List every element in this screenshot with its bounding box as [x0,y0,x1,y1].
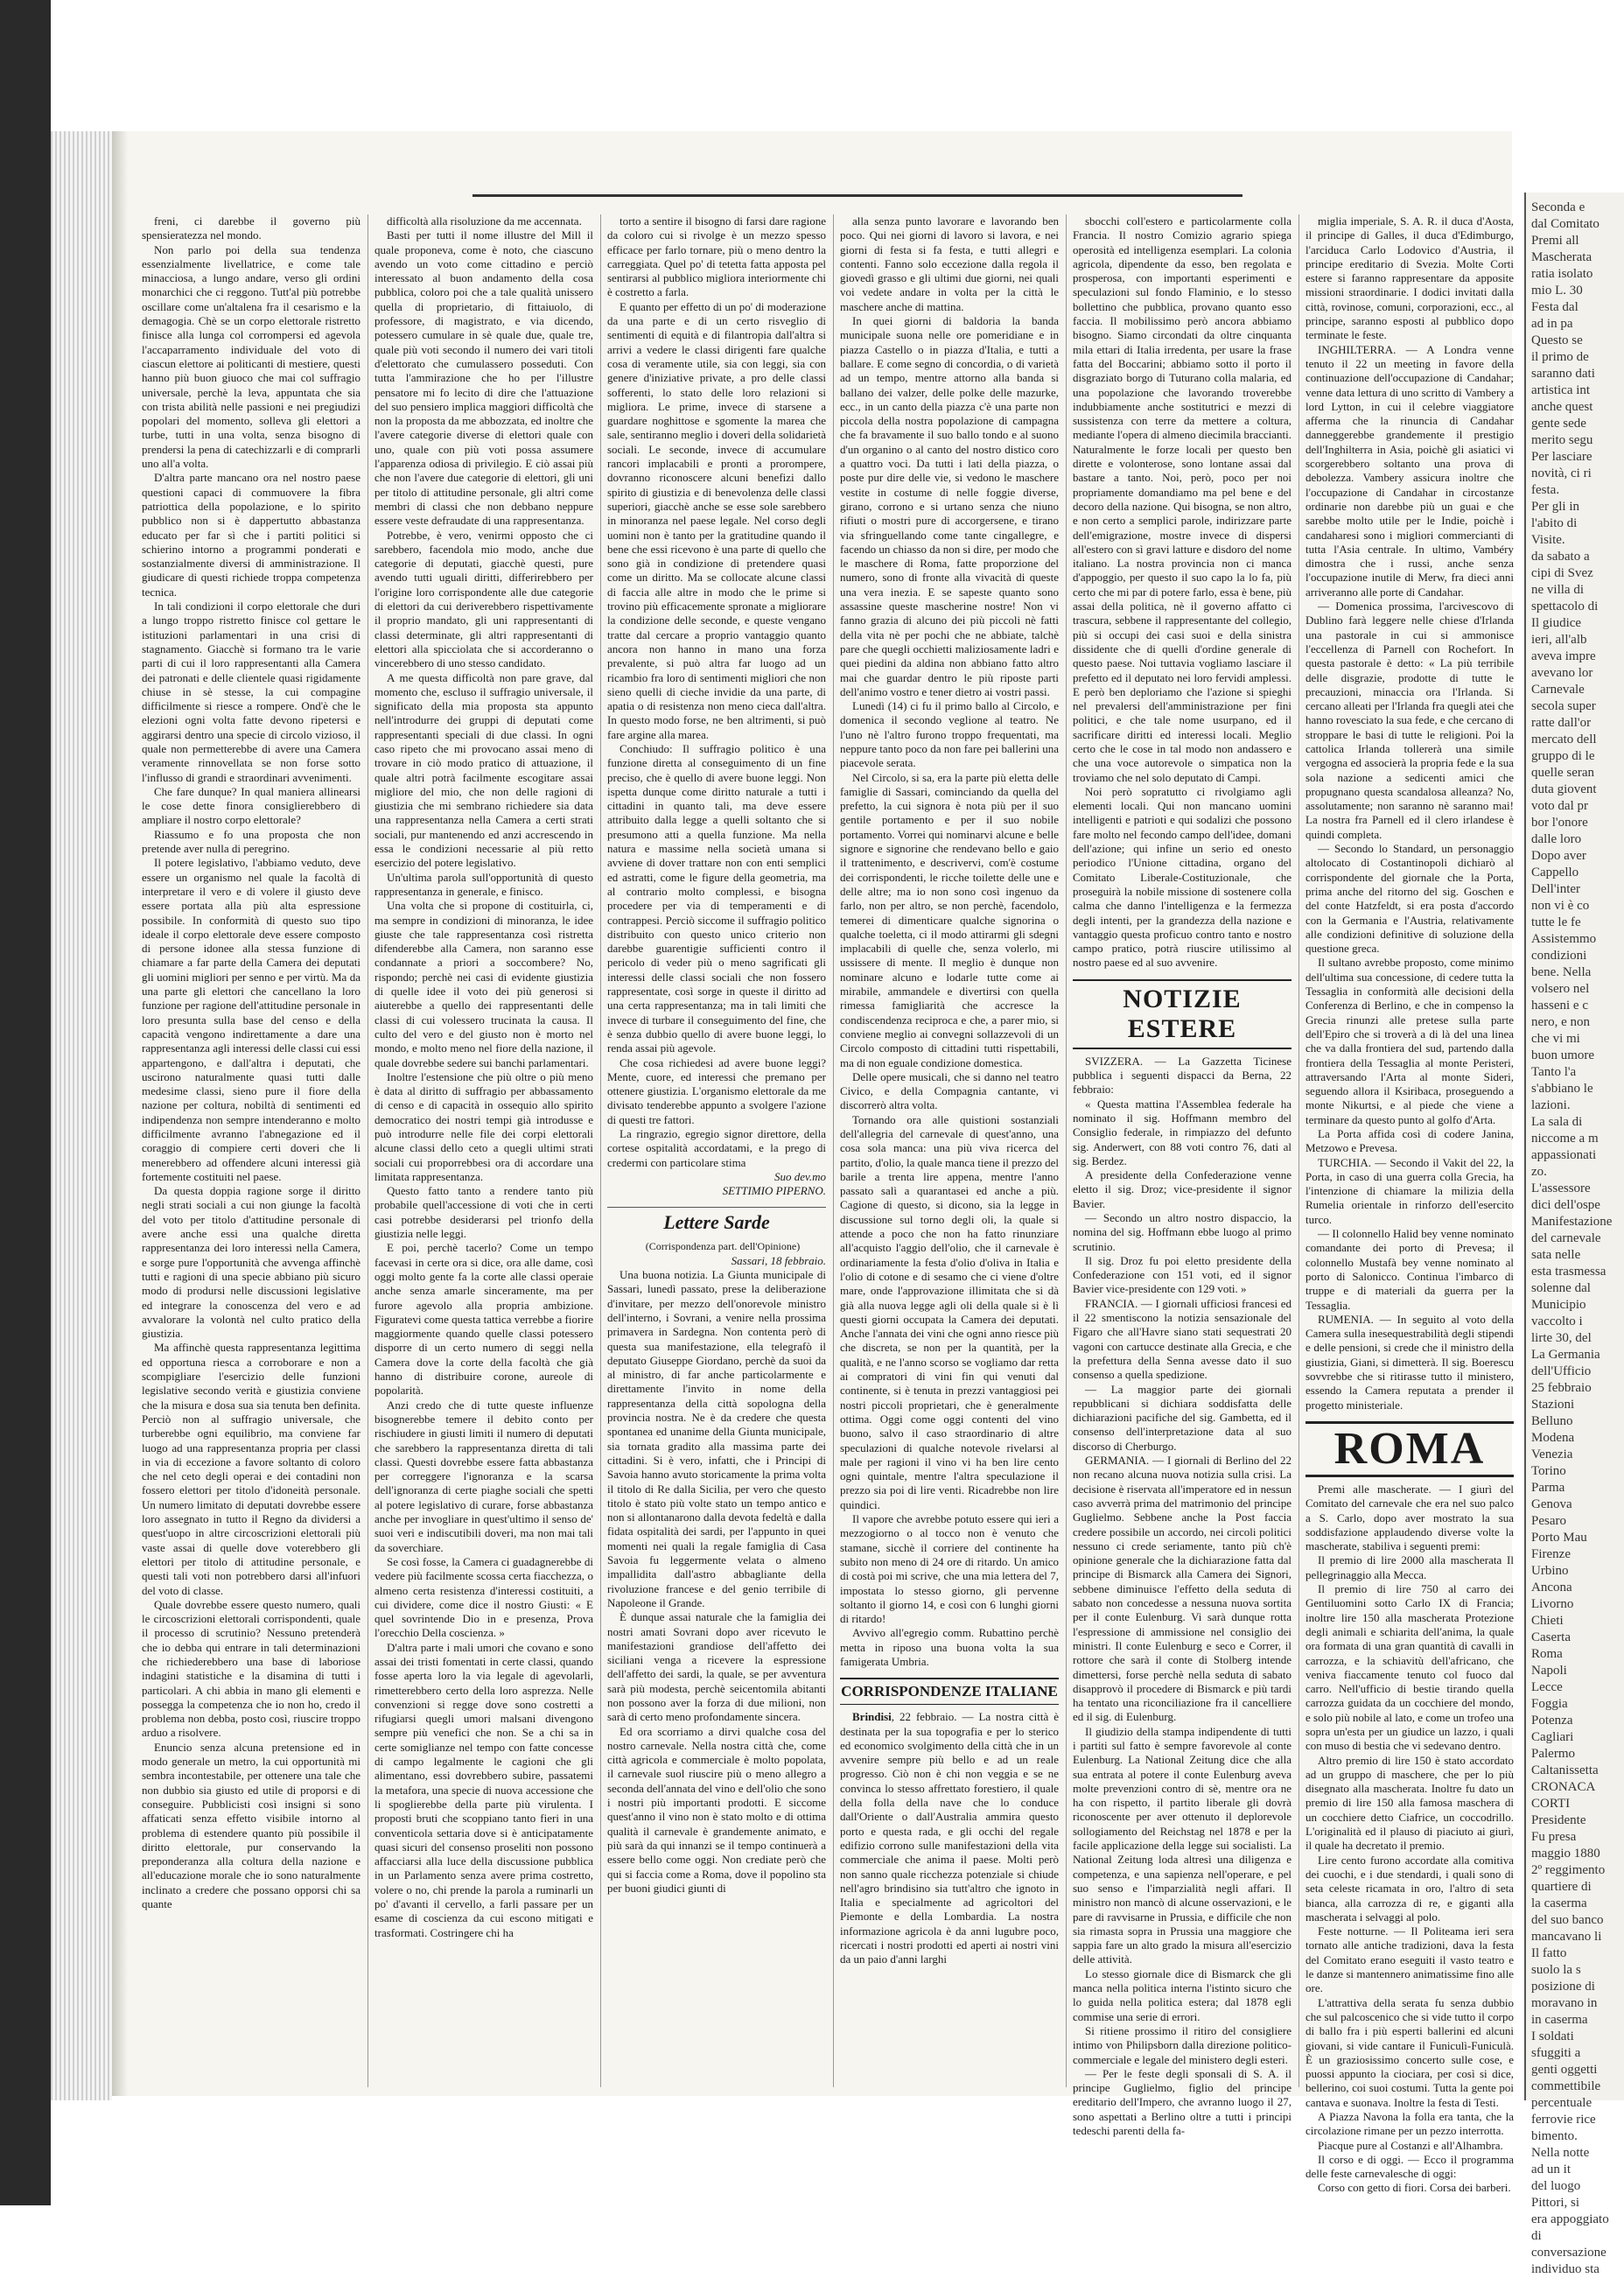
column-rule [833,214,834,2087]
text-line: moravano in [1531,1996,1598,2010]
book-spine [0,0,51,2205]
text-line: sata nelle [1531,1248,1581,1262]
text-line: Napoli [1531,1664,1567,1678]
paragraph: — Il colonnello Halid bey venne nominato comandante dei porto di Prevesa; il colonnello Mustafà bey venne nominato al porto di Salonicco. Continua l'imbarco di truppe e di materiali da guerra per la Tessaglia. [1306,1227,1514,1312]
paragraph: — Secondo un altro nostro dispaccio, la nomina del sig. Hoffmann ebbe luogo al primo scrutinio. [1073,1211,1292,1253]
paragraph: Che fare dunque? In qual maniera allinearsi le cose dette finora consiglierebbero di ampliare il nostro corpo elettorale? [142,784,360,827]
paragraph: sbocchi coll'estero e particolarmente colla Francia. Il nostro Comizio agrario spiega operosità ed intelligenza esemplari. La colonia agricola, dipendente da esso, ben regolata e prosperosa, con importanti esperimenti e speculazioni sul fondo Flaminio, e lo stesso bollettino che pubblica, provano quanto esso faccia. Il mobilissimo però ancora abbiamo bisogno. Siamo circondati da oltre cinquanta mila ettari di Italia irredenta, per usare la frase fatta del Boccarini; abbiamo sotto il porto il disgraziato borgo di Tuturano colla malaria, ed una popolazione che lavorando troverebbe indubbiamente anche sostitutrici e mezzi di sussistenza con terre da mettere a coltura, mediante l'opera di almeno diecimila braccianti. Naturalmente le forze locali per questo ben dirette e volonterose, sono lontane assai dal bastare a tanto. Noi, però, poco per noi propriamente domandiamo ma pel bene e del decoro della nazione. Qui bisogna, se non altro, e non certo a semplici parole, indirizzare parte dell'emigrazione, mostre invece di dispersi all'estero con sì gravi latture e disdoro del nome italiano. La nostra provincia non ci manca d'appoggio, per questo il suo capo la lo fa, più certo che mi par di potere farlo, essa è bene, più assai della politica, nè il governo affatto ci trascura, sebbene il rappresentante del collegio, più si occupi dei casi suoi e della sinistra dissidente che di quelli d'ordine generale di questo paese. Noi tuttavia vogliamo lasciare il prefetto ed il deputato nei loro fervidi amplessi. E però ben deploriamo che l'azione si spieghi nel prevalersi dell'amministrazione per fini politici, e che tale nome usurpano, ed il sacrificare diritti ed interessi locali. Meglio certo che le cose in tal modo non andassero e che una voce autorevole o simpatica non la troviamo che nel solo deputato di Campi. [1073,214,1292,784]
text-line: volsero nel [1531,982,1590,996]
paragraph: Piacque pure al Costanzi e all'Alhambra. [1318,2138,1503,2152]
text-line: mercato dell [1531,732,1597,746]
text-line: dici dell'ospe [1531,1198,1600,1212]
lettere-sarde-continuation-b [840,1512,1059,1669]
text-line: percentuale [1531,2096,1592,2110]
text-line: dell'Ufficio [1531,1364,1592,1378]
paragraph: Noi però sopratutto ci rivolgiamo agli elementi locali. Qui non mancano uomini intelligenti e patrioti e qui sodalizi che possono fare molto nel fecondo campo dell'idee, domani dell'azione; qui infine un serio ed onesto periodico l'Unione cittadina, organo del Comitato Liberale-Costituzionale, che proseguirà la nobile missione di sostenere colla calma che danno l'intelligenza e la fermezza degli intenti, per la grandezza della nazione e vantaggio questa proficuo contro tanto e nostro campo pratico, potrà riuscire utilissimo al nostro paese ed al suo avvenire. [1073,784,1292,970]
paragraph: Lunedì (14) ci fu il primo ballo al Circolo, e domenica il secondo veglione al teatro. Ne l'uno nè l'altro furono troppo frequentati, ma neppure tanto poco da non fare pei ballerini una piacevole serata. [840,699,1059,770]
text-line: ratia isolato [1531,267,1593,281]
paragraph: Lire cento furono accordate alla comitiva dei cuochi, e i due stendardi, i quali sono di seta celeste ricamata in oro, l'altro di seta bianca, alla carrozza di re, e giganti alla mascherata i selvaggi al polo. [1306,1853,1514,1924]
text-line: Per lasciare [1531,450,1592,464]
text-line: La sala di [1531,1115,1583,1129]
text-line: Festa dal [1531,300,1578,314]
text-line: dalle loro [1531,832,1582,846]
paragraph: Se così fosse, la Camera ci guadagnerebbe di vedere più facilmente scossa certa fiacchezza, o almeno certa resistenza d'interessi costituiti, a cui dividere, come dice il nostro Giusti: « E quel sovrintende Dio in e presenza, Prova l'orecchio Della coscienza. » [374,1554,593,1640]
text-line: Assistemmo [1531,932,1597,946]
text-line: s'abbiano le [1531,1082,1593,1096]
text-line: genti oggetti [1531,2063,1598,2077]
column-6 [1306,214,1515,2195]
text-line: avevano lor [1531,666,1593,680]
text-line: Palermo [1531,1747,1575,1761]
text-line: Pesaro [1531,1514,1566,1528]
paragraph: Altro premio di lire 150 è stato accordato ad un gruppo di maschere, che per lo più disegnato alla mascherata. Inoltre fu dato un premio di lire 150 alla famosa maschera di un cocchiere detto Ciafrice, un coccodrillo. L'originalità ed il plauso di piaciuto ai giurì, il quale ha decretato il premio. [1306,1753,1514,1853]
text-line: suolo la s [1531,1963,1581,1977]
text-line: mio L. 30 [1531,284,1583,298]
paragraph: Una buona notizia. La Giunta municipale di Sassari, lunedì passato, prese la deliberazione d'invitare, per mezzo dell'onorevole ministro dell'interno, i Sovrani, a venire nella prossima primavera in Sardegna. Non contenta però di questa sua manifestazione, ella telegrafò il deputato Giuseppe Giordano, perchè da suoi da al ministro, di far anche particolarmente e direttamente l'invito in nome della rappresentanza della città sopologna della provincia nostra. Ne è da credere che questa spontanea ed unanime della Giunta municipale, sia tornata gradito alla massima parte dei cittadini. Si è vero, infatti, che i Principi di Savoia hanno avuto storicamente la prima volta il titolo di Re dalla Sicilia, per vero che questo titolo è stato più volte stato un tempo antico e non si allontanarono dalla devota fedeltà e dalla fidata ospitalità dei sardi, per l'appunto in quei momenti nei quali la regale famiglia di Casa Savoia fu leggermente velata o almeno impallidita dall'astro abbagliante della rivoluzione francese e del genio terribile di Napoleone il Grande. [607,1268,826,1609]
text-line: Livorno [1531,1597,1574,1611]
paragraph: Conchiudo: Il suffragio politico è una funzione diretta al conseguimento di un fine preciso, che è quello di avere buone leggi. Non ispetta dunque come diritto naturale a tutti i cittadini in quanto tali, ma deve essere attribuito dalla legge a quelli soltanto che si presumono atti a quella funzione. Ma nella natura e massime nella società umana si avviene di dover trattare non con enti semplici ed astratti, come le figure della geometria, ma al contrario molto complessi, e bisogna procedere per via di temperamenti e di contrappesi. Perciò siccome il suffragio politico distribuito con questo unico criterio non darebbe guarentigie sufficienti contro il pericolo di veder più o meno sagrificati gli interessi delle classi sociali che non fossero rappresentate, così sorge in queste il diritto ad una certa rappresentanza; ma in tali limiti che invece di turbare il conseguimento del fine, che è senza dubbio quello di avere buone leggi, lo renda assai più agevole. [607,741,826,1055]
text-line: ad in pa [1531,317,1573,331]
paragraph: Un'ultima parola sull'opportunità di questo rappresentanza in generale, e finisco. [374,870,593,898]
text-line: bor l'onore [1531,816,1588,830]
paragraph: Si ritiene prossimo il ritiro del consigliere intimo von Philipsborn dalla direzione politico-commerciale e legale del ministero degli esteri. [1073,2023,1292,2066]
lettere-sarde-body [607,1268,826,1896]
roma-body [1306,1482,1514,2196]
text-line: mancavano li [1531,1930,1602,1944]
text-line: commettibile [1531,2079,1601,2093]
paragraph: In quei giorni di baldoria la banda municipale suona nelle ore pomeridiane e in piazza Castello o in piazza d'Italia, e tutti a ballare. E come segno di concordia, o di varietà ad un tempo, mentre attorno alla banda si ballano dei valzer, delle polke delle mazurke, ecc., in un canto della piazza c'è una parte non piccola della nostra popolazione di campagna che fa bravamente il suo ballo tondo e al suono d'un organino o al canto del nostro distico coro a quattro voci. Da tutti i lati della piazza, o poste pur dire delle vie, si vedono le maschere vestite in costume di nelle foggie diverse, girano, corrono e si urtano senza che niuno rifiuti o mostri pure di accorgersene, e tirano via sfringuellando come tante cingallegre, e facendo un chiasso da non si dire, per modo che le maschere di Roma, fatte proporzione del numero, sono di fronte alla vivacità di queste una vera inezia. E se sapeste quanto sono assassine queste mascherine nostre! Non vi fanno grazia di alcuno dei più piccoli nè fatti della vita nè per pochi che ne abbiate, talchè pare che quegli occhietti maliziosamente ladri e quei piedini da aldina non abbiano fatto altro mai che guardar dentro le più riposte parti dell'animo vostro e tener dietro ai vostri passi. [840,314,1059,698]
text-line: Foggia [1531,1697,1568,1711]
text-line: individuo sta [1531,2262,1600,2276]
paragraph: Il vapore che avrebbe potuto essere qui ieri a mezzogiorno o al tocco non è venuto che stamane, sicchè il corriere del continente ha subito non meno di 24 ore di ritardo. Un amico di costà poi mi scrive, che una mia lettera del 7, impostata lo stesso giorno, gli pervenne soltanto il giorno 14, e così con 6 lunghi giorni di ritardo! [840,1512,1059,1626]
text-line: CRONACA [1531,1780,1596,1794]
column-rule [600,214,601,2087]
column-1 [142,214,360,2087]
text-line: duta giovent [1531,782,1597,796]
text-line: Dopo aver [1531,849,1586,863]
section-subheader: (Corrispondenza part. dell'Opinione) [645,1240,801,1253]
paragraph: La ringrazio, egregio signor direttore, della cortese ospitalità accordatami, e la prego di credermi con particolare stima [607,1127,826,1169]
text-line: Stazioni [1531,1398,1575,1412]
column-rule [1298,214,1299,2087]
text-line: lazioni. [1531,1098,1571,1112]
text-line: ratte dall'or [1531,716,1592,730]
notizie-estere-continuation [1306,214,1514,1412]
text-line: esta trasmessa [1531,1265,1606,1279]
text-line: Carnevale [1531,683,1585,697]
text-line: 2º reggimento [1531,1863,1606,1877]
text-line: festa. [1531,483,1560,497]
paragraph: Avvivo all'egregio comm. Rubattino perchè metta in riposo una buona volta la sua famigerata Umbria. [840,1626,1059,1668]
dateline: Sassari, 18 febbraio. [731,1253,826,1267]
paragraph: Enuncio senza alcuna pretensione ed in modo generale un metro, la cui opportunità mi sembra incontestabile, per ottenere una tale che non dubbio sia giusto ed utile di proporsi e di conseguire. Pubblicisti così insigni si sono affaticati senza effetto visibile intorno al problema di estendere quanto più possibile il diritto elettorale, pur conservando la preponderanza alla coltura della nazione e all'educazione morale che io sono naturalmente inclinato a credere che possano opporsi chi sa quante [142,1740,360,1911]
paragraph: — Per le feste degli sponsali di S. A. il principe Guglielmo, figlio del principe ereditario dell'Impero, che avranno luogo il 27, sono aspettati a Berlino oltre a tutti i principi tedeschi parenti della fa- [1073,2066,1292,2137]
text-line: Municipio [1531,1298,1586,1312]
text-line: CORTI [1531,1797,1571,1811]
text-line: voto dal pr [1531,799,1588,813]
paragraph: Il premio di lire 750 al carro dei Gentiluomini sotto Carlo IX di Francia; inoltre lire 150 alla mascherata Protezione degli animali e schiarita dell'anima, la quale ora formata di una gran quantità di cavalli in carrozza, e la schiavitù dell'africano, che veniva fiaccamente tenuto col fuoco dal carro. Nell'ufficio di bestie tirando quella carrozza guidata da un cocchiere del mondo, e solo più nobile al lato, e come un trofeo una sopra un'esta per un giudice un lazzo, i quali con muso di bestia che vi sedevano dentro. [1306,1582,1514,1753]
text-line: artistica int [1531,383,1591,397]
text-line: di conversazione [1531,2229,1606,2260]
text-line: Venezia [1531,1447,1573,1461]
paragraph: D'altra parte mancano ora nel nostro paese questioni capaci di commuovere la fibra patriottica della popolazione, e lo spirito pubblico non si è dappertutto abbastanza educato per far sì che i partiti politici si schierino intorno a programmi ponderati e sostanzialmente diversi di amministrazione. Il giudicare di questi richiede troppa competenza tecnica. [142,471,360,599]
text-line: 25 febbraio [1531,1381,1592,1395]
paragraph: — La maggior parte dei giornali repubblicani si dichiara soddisfatta delle dichiarazioni pacifiche del sig. Gambetta, ed il consenso dell'interpretazione data al suo discorso di Cherburgo. [1073,1382,1292,1453]
paragraph: La Porta affida così di codere Janina, Metzowo e Prevesa. [1306,1127,1514,1155]
text-line: cipi di Svez [1531,566,1593,580]
text-line: Potenza [1531,1714,1573,1728]
text-line: che vi mi [1531,1032,1580,1046]
text-line: Seconda e [1531,200,1586,214]
paragraph: A Piazza Navona la folla era tanta, che la circolazione rimane per un pezzo interrotta. [1306,2110,1514,2138]
text-line: nero, e non [1531,1015,1591,1029]
text-line: Tanto l'a [1531,1065,1577,1079]
section-header-notizie-estere: NOTIZIE ESTERE [1073,979,1292,1049]
section-header-corrispondenze-italiane: CORRISPONDENZE ITALIANE [840,1678,1059,1705]
text-line: L'assessore [1531,1181,1591,1195]
text-line: merito segu [1531,433,1593,447]
text-line: Il fatto [1531,1946,1567,1960]
facing-page-fragment [1524,193,1624,2276]
text-line: vaccolto i [1531,1314,1583,1328]
text-line: in caserma [1531,2013,1588,2027]
paragraph: Una volta che si propone di costituirla, ci, ma sempre in condizioni di minoranza, le idee giuste che tale rappresentanza così ristretta difenderebbe alla Camera, non saranno esse condannate a priori a soccombere? No, rispondo; perchè nei casi di evidente giustizia di quelle idee il voto dei più generosi si aiuterebbe a quello dei rappresentanti delle classi di cui volessero trucinata la causa. Il culto del vero e del giusto non è morto nel mondo, e molto meno nel fiore della nazione, il quale dovrebbe sedere sui banchi parlamentari. [374,899,593,1069]
section-header-roma: ROMA [1306,1421,1514,1477]
header-rule [472,194,1242,197]
paragraph: Che cosa richiedesi ad avere buone leggi? Mente, cuore, ed interessi che premano per ottenere giustizia. L'organismo elettorale da me divisato tenderebbe appunto a svolgere l'azione di questi tre fattori. [607,1055,826,1126]
paragraph: alla senza punto lavorare e lavorando ben poco. Qui nei giorni di lavoro si lavora, e nei giorni di festa si fa festa, e tutti allegri e contenti. Fanno solo eccezione dalla regola il giovedì grasso e gli ultimi due giorni, nei quali voi vedete andare in volta per la città le maschere anche di mattina. [840,214,1059,313]
paragraph: Questo fatto tanto a rendere tanto più probabile quell'accessione di voti che in certi casi potrebbe desiderarsi pel trionfo della giustizia nelle leggi. [374,1184,593,1241]
text-line: Pittori, si [1531,2196,1580,2210]
paragraph: Basti per tutti il nome illustre del Mill il quale proponeva, come è noto, che ciascuno avendo un voto come cittadino e perciò interessato al buon andamento della cosa pubblica, coloro poi che a tale qualità unissero quella di proprietario, di fittaiuolo, di professore, di magistrato, e via dicendo, potessero cumulare in sè quale due, quale tre, quale più voti secondo il numero dei vari titoli d'elettorato che cumulassero posseduti. Con tutta l'ammirazione che ho per l'illustre pensatore mi fo lecito di dire che l'attuazione del suo pensiero implica maggiori difficoltà che non la proposta da me abbozzata, ed inoltre che l'avere categorie diverse di elettori quale con uno, quale con più voti possa assumere l'apparenza odiosa di privilegio. E ciò assai più che non l'avere due categorie di elettori, gli uni per titolo di attitudine personale, gli altri come membri di classi che non debbano neppure essere veste defraudate di una rappresentanza. [374,228,593,528]
text-line: maggio 1880 [1531,1847,1600,1861]
text-line: Premi all [1531,234,1579,248]
paragraph: miglia imperiale, S. A. R. il duca d'Aosta, il principe di Galles, il duca d'Edimburgo, l'arciduca Carlo Lodovico d'Austria, il principe ereditario di Svezia. Molte Corti estere si faranno rappresentare da apposite missioni straordinarie. I dodici invitati dalla città, rovinose, comuni, corporazioni, ecc., al principe, saranno esposti al pubblico dopo terminate le feste. [1306,214,1514,342]
paragraph: INGHILTERRA. — A Londra venne tenuto il 22 un meeting in favore della continuazione dell'occupazione di Candahar; venne data lettura di uno scritto di Vambery a lord Lytton, in cui il celebre viaggiatore afferma che la rinuncia di Candahar danneggerebbe grandemente il prestigio dell'Inghilterra in Asia, poichè gli asiatici vi scorgerebbero soltanto una prova di debolezza. Vambery assicura inoltre che l'occupazione di Candahar in circostanze ordinarie non darebbe più un guai e che sarebbe molto utile per le Indie, poichè i candaharesi sono i migliori commercianti di tutta l'Asia centrale. In ultimo, Vambéry dimostra che i russi, anche senza l'occupazione inutile di Merw, fra dieci anni arriveranno alle porte di Candahar. [1306,342,1514,599]
paragraph: difficoltà alla risoluzione da me accennata. [387,214,582,228]
text-line: spettacolo di [1531,599,1599,613]
section-header-lettere-sarde: Lettere Sarde [607,1207,826,1234]
text-line: niccome a m [1531,1132,1599,1146]
paragraph: FRANCIA. — I giornali ufficiosi francesi ed il 22 smentiscono la notizia sensazionale del Figaro che all'Havre siano stati sequestrati 20 vagoni con cartucce destinate alla Grecia, e che la prefettura della Senna avesse dato il suo consenso a quella spedizione. [1073,1296,1292,1382]
paragraph: Inoltre l'estensione che più oltre o più meno è data al diritto di suffragio per abbassamento di censo e di capacità in ossequio allo spirito democratico dei nostri tempi già introdusse e può introdurre nelle file dei corpi elettorali alcune classi dello ceto a quegli ultimi strati sociali cui proporrebbesi ora di accordare una limitata rappresentanza. [374,1069,593,1183]
paragraph: Corso con getto di fiori. Corsa dei barberi. [1318,2181,1511,2195]
signature-salutation: Suo dev.mo [774,1169,826,1183]
paragraph: Tornando ora alle quistioni sostanziali dell'allegria del carnevale di quest'anno, una cosa sola manca: una più viva ricerca del partito, d'olio, la quale manca tiene il prezzo del barile a trenta lire appena, mentre l'anno passato salì a quarantasei ed anche a più. Cagione di questo, si dicono, sia la legge in discussione sul torno degli oli, la quale si attende a poco che non ha fatto rinunziare all'acquisto l'aggio dell'olio, che il carnevale è ordinariamente la festa d'olio d'oliva in Italia e l'olio di cotone e di sesamo che ci viene d'oltre mare, onde l'approvazione illimitata che si dà già alla nuova legge agli oli della quale si è lì questi giorni occupata la Camera dei deputati. Anche l'annata dei vini che ogni anno riesce più che discreta, se non per la quantità, per la qualità, e ne l'anno scorso se vogliamo dar retta ai compratori di vini fin qui venuti dal continente, si è tenuta in prezzi vantaggiosi pei nostri piccoli proprietari, che è generalmente ottima. Oggi come oggi contenti del vino buono, salvo il caso straordinario di altre speculazioni di qualche notevole rivelarsi al male per ragioni il vino vi ha ben lire cento ogni quintale, mentre l'altra speculazione il prezzo sia poi di lire venti. Ricadrebbe non lire quindici. [840,1112,1059,1511]
paragraph: E quanto per effetto di un po' di moderazione da una parte e di un certo risveglio di sentimenti di equità e di filantropia dall'altra si arrivi a vedere le classi dirigenti fare qualche cosa di veramente utile, sia con leggi, sia con genere d'iniziative private, a pro delle classi sofferenti, lo stato delle loro relazioni si migliora. Le prime, invece di starsene a guardare noghittose e sgomente la marea che sale, sentiranno meglio i doveri della solidarietà sociali. Le seconde, invece di accumulare rancori implacabili e pronti a prorompere, dovranno riconoscere alcuni benefizi dallo spirito di giustizia e di benevolenza delle classi superiori, giacchè anche se esse sole sarebbero in minoranza nel paese legale. Nel corso degli uomini non è tanto per la gratitudine quando il bene che essi ricevono è una parte di quello che sono già in condizione di pretendere quasi come un diritto. Ma se collocate alcune classi di faccia alle altre in modo che le prime si trovino più efficacemente spronate a migliorare la condizione delle seconde, e queste vengano tratte dal cercare a proprio vantaggio quanto ancora non hanno in mano una forza prevalente, si può altra far luogo ad un ricambio fra loro di sentimenti migliori che non sieno quelli di cieche invidie da una parte, di apatia o di resistenza non meno cieca dall'altra. In questo modo forse, ne ben altrimenti, si può fare argine alla marea. [607,299,826,741]
text-line: non vi è co [1531,899,1590,913]
paragraph: Feste notturne. — Il Politeama ieri sera tornato alle antiche tradizioni, dava la festa del Comitato erano eseguiti il vasto teatro e le danze si mantennero animatissime fino alle ore. [1306,1924,1514,1995]
text-line: Per gli in [1531,500,1579,514]
text-line: da sabato a [1531,550,1590,564]
text-line: Genova [1531,1497,1572,1511]
text-line: tutte le fe [1531,915,1581,929]
text-line: Modena [1531,1431,1575,1445]
brindisi-body: — La nostra città è destinata per la sua topografia e per lo sterico ed economico svolgimento della città che in un avvenire sempre più bello e ad un reale progresso. Ciò non è chi non veggia e se ne convinca lo stesso affrettato forestiero, il quale della folla della nave che lo conduce dall'Oriente o dall'Australia ammira questo porto e questa rada, e gli occhi del regale edifizio corrono sulle manifestazioni della vita commerciale che anima il paese. Molti però non sanno quale ricchezza potenziale si chiude nell'agro brindisino sia tutt'altro che ignoto in Italia e specialmente ad agricoltori del Piemonte e della Lombardia. La nostra informazione agricola è da anni lugubre poco, ricercati i nostri prodotti ed aperti ai nostri vini da un paio d'anni larghi [840,1710,1059,1966]
text-line: Cagliari [1531,1730,1574,1744]
text-line: solenne dal [1531,1281,1591,1295]
text-line: bimento. [1531,2129,1578,2143]
text-line: Fu presa [1531,1830,1577,1844]
paragraph: Lo stesso giornale dice di Bismarck che gli manca nella politica interna l'istinto sicuro che lo guida nella politica estera; dal 1878 egli commise una serie di errori. [1073,1966,1292,2023]
article-continuation [607,214,826,1170]
paragraph: TURCHIA. — Secondo il Vakit del 22, la Porta, in caso di una guerra colla Grecia, ha l'intenzione di chiamare la milizia della Rumelia orientale in rinforzo dell'esercito turco. [1306,1155,1514,1226]
text-line: Ancona [1531,1581,1572,1595]
paragraph: L'attrattiva della serata fu senza dubbio che sul palcoscenico che si vide tutto il corpo di ballo fra i più esperti ballerini ed alcuni giovani, si vide cantare il Funiculì-Funiculà. È un graziosissimo concerto sulle cose, e puossi appunto la ciociara, per così si dice, bellerino, coi suoi costumi. Tutta la gente poi cantava e suonava. Inoltre la festa di Testi. [1306,1995,1514,2109]
text-line: del suo banco [1531,1913,1604,1927]
paragraph: Potrebbe, è vero, venirmi opposto che ci sarebbero, facendola mio modo, anche due categorie di deputati, giacchè questi, pure avendo tutti uguali diritti, differirebbero per l'origine loro corrispondente alle due categorie di elettori da cui deriverebbero rispettivamente il proprio mandato, gli uni rappresentanti di classi determinate, gli altri rappresentanti di elettori alla spicciolata che si accorderanno o vincerebbero di uno stesso candidato. [374,528,593,670]
text-line: Lecce [1531,1680,1563,1694]
text-line: Dell'inter [1531,882,1581,896]
paragraph: torto a sentire il bisogno di farsi dare ragione da coloro cui si rivolge è un mezzo spesso efficace per farlo tornare, più o meno dentro la carreggiata. Quel po' di tetetta fatta apposta pel sentirarsi al pubblico migliora interiormente chi è costretto a farla. [607,214,826,299]
paragraph: SVIZZERA. — La Gazzetta Ticinese pubblica i seguenti dispacci da Berna, 22 febbraio: [1073,1054,1292,1097]
text-line: Belluno [1531,1414,1573,1428]
lettere-sarde-continuation [840,214,1059,1512]
paragraph: D'altra parte i mali umori che covano e sono assai dei tristi fomentati in certe classi, quando fosse aperta loro la via legale di agevolarli, rimetterebbero certo della loro asprezza. Nelle convenzioni si regge dove sono costretti a rifugiarsi quegli umori malsani divengono sempre più venefici che non. Se a chi sa in certe somiglianze nel tempo con fatte concesse di campo legalmente le cagioni che gli alimentano, essi dovrebbero subire, passatemi la metafora, una specie di nuova accessione che li spoglierebbe della parte più virulenta. I proposti bruti che scoppiano tanto fieri in una conventicola settaria dove si è anticipatamente quasi sicuri del consenso proseliti non possono affacciarsi alla luce della discussione pubblica in un Parlamento senza avere prima costretto, volere o no, chi prende la parola a ruminarli un po' d'avanti il cervello, a farli passare per un esame di coscienza da cui escono mitigati e trasformati. Costringere chi ha [374,1640,593,1939]
facing-page-text [1526,193,1624,2285]
text-line: era appoggiato [1531,2212,1609,2226]
paragraph: Anzi credo che di tutte queste influenze bisognerebbe temere il debito conto per rischiudere in giusti limiti il numero di deputati che sarebbero la rappresentanza diretta di tali classi. Questi dovrebbe essere fatta abbastanza per correggere l'ignoranza e la scarsa dell'ignoranza di certe piaghe sociali che spetti al potere legislativo di curare, forse abbastanza anche per invogliare in quest'ultimo il senso de' suoi veri e indiscutibili doveri, ma non mai tali da soverchiare. [374,1398,593,1554]
paragraph: Ed ora scorriamo a dirvi qualche cosa del nostro carnevale. Nella nostra città che, come città agricola e commerciale è molto popolata, il carnevale suol riuscire più o meno allegro a seconda dell'annata del vino e dell'olio che sono i nostri più importanti prodotti. E siccome quest'anno il vino non è stato molto e di ottima qualità il carnevale è grandemente animato, e più sarà da qui innanzi se il tempo continuerà a essere bello come oggi. Non crediate però che qui si faccia come a Roma, dove il popolino sta per buoni giudici giunti di [607,1724,826,1895]
text-line: l'abito di [1531,516,1578,530]
paragraph: Nel Circolo, si sa, era la parte più eletta delle famiglie di Sassari, cominciando da quella del prefetto, la cui signora è nota più per il suo gentile portamento e per il suo nobile portamento. Vorrei qui nominarvi alcune e belle signore e signorine che rendevano bello e gaio il trattenimento, e descrivervi, com'è costume dei corrispondenti, le ricche toilette delle une e delle altre; ma io non sono così ingenuo da farlo, non per altro, se non perchè, facendolo, temerei di dimenticare qualche signorina o qualche toeletta, ci il modo attirarmi gli sdegni implacabili di quelle che, senza volerlo, mi ussissere di mente. Il meglio è dunque non nominare alcuno e lodarle tutte come ai mirabile, ammandele e divertirsi con quella rimessa famigliarità che accresce la condiscendenza reciproca e che, a parer mio, si conviene meglio ai convegni sollazzevoli di un Circolo composto di cittadini tutti rispettabili, ma di non eguale condizione domestica. [840,770,1059,1069]
paragraph: RUMENIA. — In seguito al voto della Camera sulla inesequestrabilità degli stipendi e delle pensioni, si crede che il ministro della giustizia, Giani, si dimetterà. Il sig. Boerescu sovvrebbe che si ritirasse tutto il ministero, essendo la Camera reputata a prender il progetto ministeriale. [1306,1312,1514,1412]
brindisi-date: , 22 febbraio. [891,1710,957,1724]
paragraph: — Secondo lo Standard, un personaggio altolocato di Costantinopoli dichiarò al corrispondente del giornale che la Porta, prima anche del ritorno del sig. Goschen e del conte Hatzfeldt, si era posta d'accordo con la Germania e l'Austria, relativamente alle condizioni definitive di soluzione della questione greca. [1306,842,1514,956]
paragraph: — Domenica prossima, l'arcivescovo di Dublino farà leggere nelle chiese d'Irlanda una pastorale in cui si ammonisce l'eccellenza di Parnell con Rochefort. In questa pastorale è detto: « La più terribile delle disgrazie, prodotte di tutte le precauzioni, minaccia ora l'Irlanda. Si cercano alleati per l'Irlanda fra quegli atei che hanno rovesciato la sua fede, e che cercano di stroppare le basi di tutte le religioni. Poi la cattolica Irlanda tollererà una simile vergogna ed associerà la propria fede e la sua sola nazione a sedicenti amici che propugnano questa scandalosa alleanza? No, assolutamente; non saranno nè saranno mai! La nostra fra Parnell ed il clero irlandese è quindi completa. [1306,599,1515,841]
text-line: Cappello [1531,866,1579,880]
column-3 [607,214,826,2087]
text-line: Torino [1531,1464,1566,1478]
text-line: Presidente [1531,1813,1586,1827]
paragraph: GERMANIA. — I giornali di Berlino del 22 non recano alcuna nuova notizia sulla crisi. La decisione è riservata all'imperatore ed in nessun caso avverrà prima del matrimonio del principe Guglielmo. Sebbene anche la Post faccia credere possibile un accordo, nei circoli politici nessuno ci crede seriamente, tanto più ch'è opinione generale che la dichiarazione fatta dal principe di Bismarck alla Camera dei Signori, sebbene diminuisce l'effetto della seduta di sabato non concedesse a nessuna nuova sortita per il conte Eulenburg. Vi sarà dunque rotta l'espressione di ammissione nel consiglio dei ministri. Il conte Eulenburg e seco e Correr, il rottore che sarà il conte di Stolberg intende dimettersi, forse perchè nella seduta di sabato disapprovò il procedere di Bismarck e più tardi ha tentato una riconciliazione fra il cancelliere ed il sig. di Eulenburg. [1073,1454,1292,1724]
signature-author: SETTIMIO PIPERNO. [722,1184,826,1198]
paragraph: Il sultano avrebbe proposto, come minimo dell'ultima sua concessione, di cedere tutta la Tessaglia in conformità alle decisioni della Conferenza di Berlino, e che in compenso la Grecia rinunzi alle pretese sulla parte dell'Epiro che si troverà a di là del una linea che va dalla frontiera del sud, partendo dalla frontiera della Tessaglia al monte Peristeri, attraversando l'Arta al monte Sideri, seguendo allora il Ksiribaca, proseguendo a monte Nikurtsi, e al piede che viene a terminare da questo punto al golfo d'Arta. [1306,956,1514,1126]
text-line: Caserta [1531,1630,1571,1644]
paragraph: In tali condizioni il corpo elettorale che duri a lungo troppo ristretto finisce col gettare le istituzioni parlamentari in una crisi di stagnamento. Giacchè si formano tra le varie parti di cui il loro rappresentanti alla Camera dei patronati e delle clientele quasi rigidamente chiuse in sè stesse, la cui compagine difficilmente si riesce a rompere. Ond'è che le elezioni ogni volta fatte devono ripetersi e aggirarsi dentro una specie di circolo vizioso, il quale non permetterebbe di avere una Camera veramente rinnovellata se non forse sotto l'influsso di grandi e straordinari avvenimenti. [142,599,360,784]
paragraph: Il potere legislativo, l'abbiamo veduto, deve essere un organismo nel quale la facoltà di interpretare il vero e di volere il giusto deve essere portata alla più alta espressione possibile. In conformità di questo suo tipo ideale il corpo elettorale deve essere composto di persone idonee alla stessa funzione di chiamare a far parte della Camera dei deputati gli uomini migliori per senno e per virtù. Ma da una parte gli elettori che cancellano la loro funzione per ragione dell'attitudine personale in loro presunta sulla base del censo e della capacità vengono indirettamente a dare una rappresentanza agli interessi delle classi cui essi appartengono, e dall'altra i deputati, che uscirono naturalmente quasi tutti dalle medesime classi, sieno pure il fiore della nazione per coltura, nobiltà di sentimenti ed indipendenza non sempre intenderanno e molto difficilmente avranno l'abnegazione ed il coraggio di compiere certi doveri che li menerebbero ad offendere alcuni interessi già fortemente costituiti nel paese. [142,856,360,1183]
text-line: sfuggiti a [1531,2046,1581,2060]
paragraph: Il premio di lire 2000 alla mascherata Il pellegrinaggio alla Mecca. [1306,1553,1514,1581]
text-line: anche quest [1531,400,1593,414]
paragraph: Da questa doppia ragione sorge il diritto negli strati sociali a cui non giunge la facoltà del voto per titolo d'attitudine personale di avere anche essi una qualche diretta rappresentanza dei loro interessi nella Camera, e sorge pure l'opportunità che avvenga affinchè tutti e ragioni di una specie abbiano più sicuro modo di prodursi nelle discussioni legislative ed integrare la conoscenza del vero e ad avvalorare la volontà nel culto pratico della giustizia. [142,1184,360,1341]
paragraph: Il corso e di oggi. — Ecco il programma delle feste carnevalesche di oggi: [1306,2152,1514,2181]
text-line: ad un it [1531,2162,1571,2176]
paragraph: A presidente della Confederazione venne eletto il sig. Droz; vice-presidente il signor Bavier. [1073,1168,1292,1210]
text-line: la caserma [1531,1896,1587,1910]
text-line: quelle seran [1531,766,1595,780]
text-line: Nella notte [1531,2146,1590,2160]
text-line: Visite. [1531,533,1565,547]
paragraph: E poi, perchè tacerlo? Come un tempo facevasi in certe ora si dice, ora alle dame, così oggi molto gente fa la corte alle classi operaie anche senza amarle sinceramente, ma per furore agevolo alla propria ambizione. Figuratevi come questa tattica verrebbe a fiorire maggiormente quando quelle classi potessero disporre di un certo numero di seggi nella Camera dove la corte della facoltà che già hanno di distribuire corone, aureole di popolarità. [374,1241,593,1398]
text-line: del carnevale [1531,1231,1601,1245]
text-line: lirte 30, del [1531,1331,1592,1345]
text-line: Il giudice [1531,616,1582,630]
text-line: ne villa di [1531,583,1584,597]
text-line: bene. Nella [1531,965,1592,979]
brindisi-continuation [1073,214,1292,971]
text-line: aveva impre [1531,649,1596,663]
text-line: il primo de [1531,350,1589,364]
text-line: ieri, all'alb [1531,633,1587,647]
text-line: Roma [1531,1647,1563,1661]
text-line: buon umore [1531,1048,1595,1062]
paragraph: freni, ci darebbe il governo più spensieratezza nel mondo. [142,214,360,242]
page-fold-shadow [112,131,128,2096]
text-line: condizioni [1531,949,1587,963]
notizie-estere-body [1073,1055,1292,2139]
page-edges [51,131,112,2100]
column-rule [1066,214,1067,2087]
column-5 [1073,214,1292,2137]
paragraph: Premi alle mascherate. — I giurì del Comitato del carnevale che era nel suo palco a S. Carlo, dopo aver mostrato la sua soddisfazione applaudendo diverse volte la mascherate, stabiliva i seguenti premi: [1306,1482,1514,1553]
column-2 [374,214,593,2087]
text-line: secola super [1531,699,1596,713]
text-line: Questo se [1531,333,1583,347]
paragraph: « Questa mattina l'Assemblea federale ha nominato il sig. Hoffmann membro del Consiglio federale, in rimpiazzo del defunto sig. Anderwert, con 88 voti contro 76, dati al sig. Berdez. [1073,1097,1292,1167]
text-line: Chieti [1531,1614,1564,1628]
text-line: Mascherata [1531,250,1592,264]
text-line: saranno dati [1531,367,1595,381]
text-line: La Germania [1531,1348,1600,1362]
text-line: ferrovie rice [1531,2113,1596,2127]
paragraph: Ma affinchè questa rappresentanza legittima ed opportuna riesca a corroborare e non a scompigliare l'esercizio delle funzioni legislative secondo verità e giustizia conviene che la misura e dosa sua sia tenuta ben definita. Perciò non al suffragio universale, che turberebbe ogni equilibrio, ma conviene far luogo ad una rappresentanza propria per classi in via di eccezione a favore soltanto di coloro che nel ceto degli operai e dei contadini non fossero elettori per titolo d'idoneità personale. Un numero limitato di deputati dovrebbe essere loro assegnato in tutto il Regno da dividersi a quest'uopo in altre circoscrizioni elettorali più vaste assai di quelle dove voterebbero gli elettori per titolo di attitudine personale, e questi tali voti non potrebbero darsi all'infuori del voto di classe. [142,1341,360,1597]
column-4 [840,214,1059,2087]
paragraph: È dunque assai naturale che la famiglia dei nostri amati Sovrani dopo aver ricevuto le manifestazioni grandiose dell'affetto dei siciliani venga a ricevere la espressione dell'affetto dei sardi, la quale, se per avventura sarà più modesta, perchè seicentomila abitanti non possono aver la forza di due milioni, non sarà di certo meno profondamente sincera. [607,1610,826,1724]
text-line: hasseni e c [1531,999,1588,1013]
text-line: Parma [1531,1481,1565,1495]
paragraph: A me questa difficoltà non pare grave, dal momento che, escluso il suffragio universale, il significato della mia proposta sta appunto nell'introdurre dei gruppi di deputati come rappresentanti speciali di due classi. In ogni caso ripeto che mi provocano assai meno di trovare in ciò modo pratico di attuazione, il quale altri potrà facilmente escogitare assai migliore del mio, che non delle ragioni di giustizia che mi sembrano richiedere sia data una rappresentanza nella Camera a certi strati sociali, pur mantenendo ed anzi accrescendo in essa le condizioni necessarie al più retto esercizio del potere legislativo. [374,670,593,870]
text-line: gente sede [1531,417,1586,431]
text-line: Manifestazione [1531,1215,1613,1229]
text-line: Caltanissetta [1531,1763,1599,1777]
text-line: del luogo [1531,2179,1581,2193]
brindisi-dateline: Brindisi [852,1710,892,1724]
text-line: quartiere di [1531,1880,1592,1894]
text-line: Urbino [1531,1564,1569,1578]
paragraph: Delle opere musicali, che si danno nel teatro Civico, e della Compagnia cantante, vi discorrerò altra volta. [840,1069,1059,1112]
paragraph: Riassumo e fo una proposta che non pretende aver nulla di peregrino. [142,827,360,856]
text-line: posizione di [1531,1980,1595,1994]
text-line: appassionati [1531,1148,1597,1162]
paragraph: Il giudizio della stampa indipendente di tutti i partiti sul fatto è sempre favorevole al conte Eulenburg. La National Zeitung dice che alla sua entrata al potere il conte Eulenburg aveva molte prevenzioni contro di sè, mentre ora ne ha con rispetto, il partito liberale gli dovrà riconoscente per aver ottenuto il deplorevole sollogiamento del Reichstag nel 1878 e per la facile applicazione della legge sui socialisti. La National Zeitung loda altresì una diligenza e competenza, e una sapienza nell'operare, e pel suo senso e l'imparzialità negli affari. Il ministro non mancò di alcune osservazioni, e le pare di ravvisarne in Prussia, e difficile che non sia rimasta sopra in Prussia una maggiore che sappia fare un alto grado la misura all'esercizio delle attività. [1073,1724,1292,1966]
text-line: gruppo di le [1531,749,1595,763]
text-line: zo. [1531,1165,1547,1179]
text-line: Porto Mau [1531,1531,1587,1545]
text-line: Firenze [1531,1547,1571,1561]
text-line: dal Comitato [1531,217,1600,231]
paragraph: Il sig. Droz fu poi eletto presidente della Confederazione con 151 voti, ed il signor Bavier vice-presidente con 129 voti. » [1073,1253,1292,1296]
text-line: novità, ci ri [1531,466,1592,480]
paragraph: Non parlo poi della sua tendenza essenzialmente livellatrice, e come tale minacciosa, a lungo andare, verso gli ordini monarchici che ci reggono. Tutt'al più potrebbe oscillare come un'altalena fra il cesarismo e la demagogia. Chè se un corpo elettorale ristretto finisce alla lunga col corrompersi ed agevola l'accaparramento individuale del voto di ciascun elettore ai politicanti di mestiere, questi hanno più buon giuoco che mai col suffragio universale, perchè la leva, appuntata che sia con trista abilità nelle passioni e nei pregiudizi popolari del momento, solleva gli elettori a turbe, tutti in una volta, senza bisogno di prendersi la pena di catechizzarli e di comprarli uno all'a volta. [142,242,360,471]
paragraph: Quale dovrebbe essere questo numero, quali le circoscrizioni elettorali corrispondenti, quale il processo di scrutinio? Nessuno pretenderà che io debba qui entrare in tali determinazioni che richiederebbero una base di laboriose indagini statistiche e la disamina di tutti i particolari. A chi abbia in mano gli elementi e possegga la competenza che io non ho, credo il problema non debba, posto così, riuscire troppo arduo a risolvere. [142,1597,360,1740]
text-line: I soldati [1531,2029,1574,2043]
